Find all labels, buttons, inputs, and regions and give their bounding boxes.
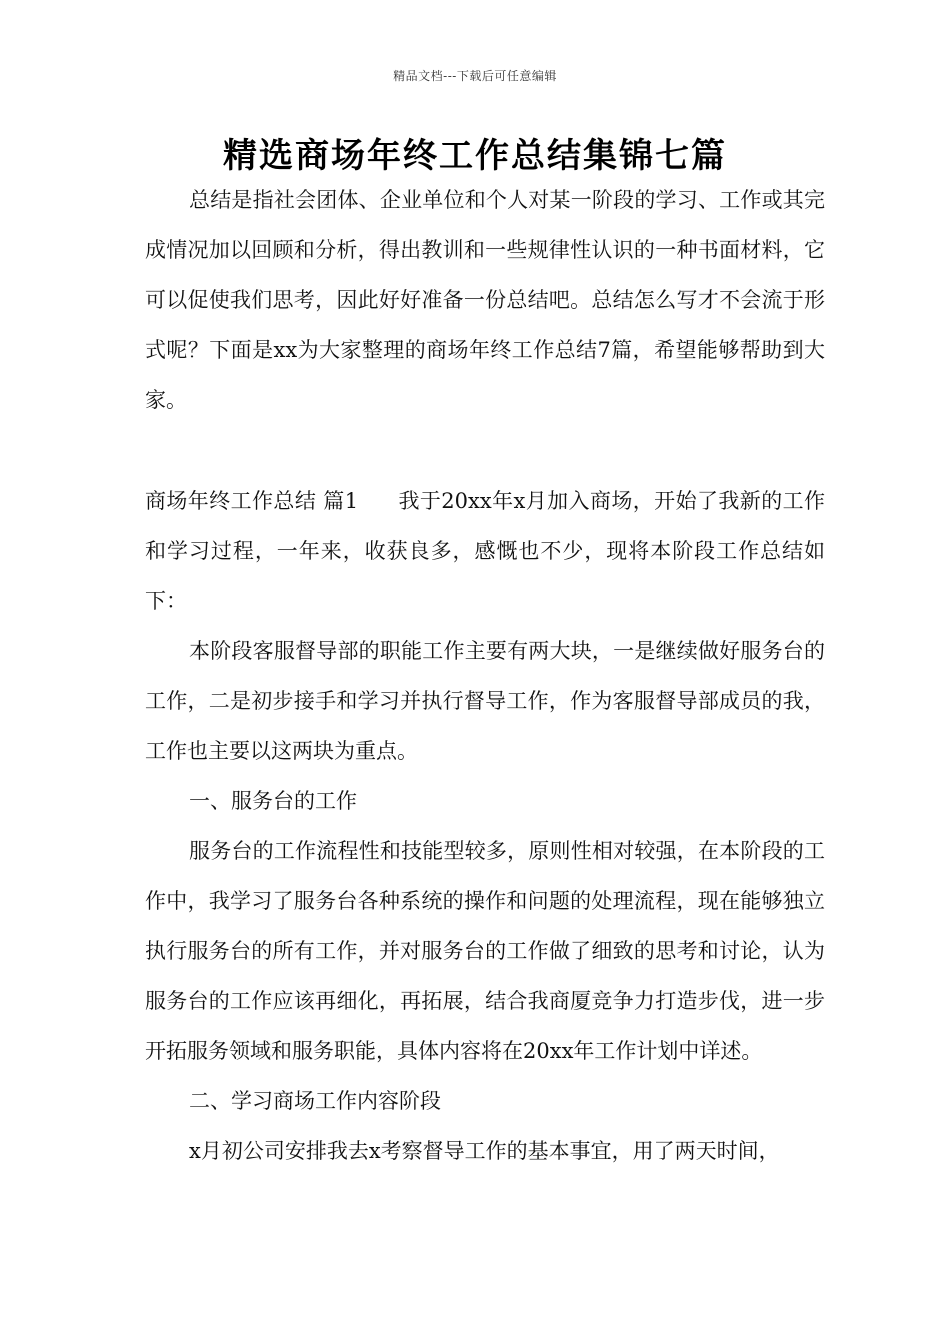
section-1-paragraph: 服务台的工作流程性和技能型较多，原则性相对较强，在本阶段的工作中，我学习了服务台各种系统的操作和问题的处理流程，现在能够独立执行服务台的所有工作，并对服务台的工作做了细致的思考和讨论，认为服务台的工作应该再细化，再拓展，结合我商厦竞争力打造步伐，进一步开拓服务领域和服务职能，具体内容将在20xx年工作计划中详述。	[145, 839, 825, 1063]
section-1-paragraph: x月初公司安排我去x考察督导工作的基本事宜，用了两天时间，	[189, 1139, 780, 1163]
section-1-paragraph: 本阶段客服督导部的职能工作主要有两大块，一是继续做好服务台的工作，二是初步接手和学习并执行督导工作，作为客服督导部成员的我，工作也主要以这两块为重点。	[145, 639, 825, 763]
header-note: 精品文档---下载后可任意编辑	[393, 69, 557, 83]
section-1	[145, 476, 825, 1176]
section-1-opening: 我于20xx年x月加入商场，开始了我新的工作和学习过程，一年来，收获良多，感慨也不少，现将本阶段工作总结如下：	[145, 489, 825, 613]
section-1-heading-learning-stage: 二、学习商场工作内容阶段	[189, 1089, 441, 1113]
section-1-opening-paragraph	[145, 476, 825, 626]
section-1-heading-service-desk: 一、服务台的工作	[189, 789, 357, 813]
document-title: 精选商场年终工作总结集锦七篇	[223, 136, 727, 176]
intro-block	[145, 175, 825, 425]
intro-paragraph: 总结是指社会团体、企业单位和个人对某一阶段的学习、工作或其完成情况加以回顾和分析，得出教训和一些规律性认识的一种书面材料，它可以促使我们思考，因此好好准备一份总结吧。总结怎么写才不会流于形式呢？下面是xx为大家整理的商场年终工作总结7篇，希望能够帮助到大家。	[145, 188, 825, 412]
section-1-label: 商场年终工作总结 篇1	[145, 489, 359, 513]
